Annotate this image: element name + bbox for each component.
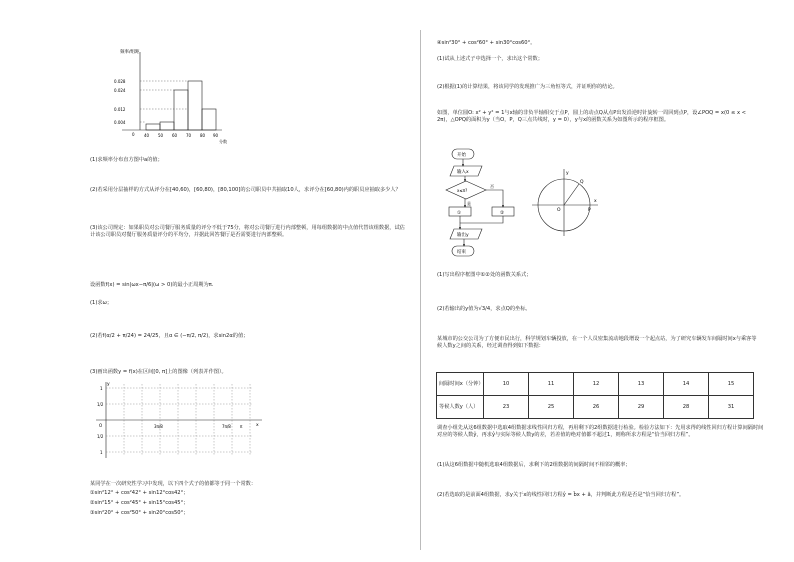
ytick: 0.028: [114, 79, 126, 84]
question-4-intro: 如图，单位圆O: x² + y² = 1与x轴的非负半轴相交于点P，圆上的动点Q从点P出发沿逆时针旋转一周回到点P，设∠POQ = x(0 ≤ x < 2π)，△OPQ的面积为y（当O，P，Q三点共线时，y = 0），y与x的函数关系为如图所示的程序框图。: [437, 110, 747, 124]
grid-xtick: π: [240, 424, 243, 429]
question-3-1: (1)试从上述式子中选择一个，求出这个常数；: [437, 56, 543, 62]
question-3-2: (2)根据(1)的计算结果，将该同学的发现推广为三角恒等式，并证明你的结论。: [437, 84, 618, 90]
flow-yes: 是: [467, 201, 471, 206]
grid-ytick: 1/2: [97, 402, 104, 407]
table-cell: 31: [709, 396, 754, 419]
question-2-3: (3)画出函数y = f(x)在区间[0, π]上的图像（列表并作图）。: [90, 369, 227, 375]
grid-xlabel: x: [256, 423, 259, 428]
ytick: 0.004: [114, 120, 126, 125]
table-cell: 29: [619, 396, 664, 419]
question-3-eq2: ②sin²15° + cos²45° + sin15°cos45°；: [90, 500, 189, 506]
table-cell: 25: [529, 396, 574, 419]
ytick: 0.012: [114, 107, 126, 112]
flow-end: 结束: [457, 250, 466, 255]
question-3-eq1: ①sin²12° + cos²42° + sin12°cos42°；: [90, 490, 189, 496]
graph-grid: [92, 378, 267, 462]
grid-ytick: 1/2: [97, 434, 104, 439]
grid-ytick: 1: [100, 450, 103, 455]
question-4-2: (2)若输出的y值为√3/4，求点Q的坐标。: [437, 306, 531, 312]
table-cell: 11: [529, 373, 574, 396]
hist-xlabel: 分数: [219, 139, 227, 144]
flowchart: [440, 146, 530, 262]
question-5-2: (2)若选取的是前面4组数据，求y关于x的线性回归方程ŷ = b̂x + â，并判断此方程是否是“恰当回归方程”。: [437, 492, 685, 498]
hist-ylabel: 频率/组距: [120, 50, 140, 55]
table-row: [437, 396, 754, 419]
flow-input: 输入x: [457, 170, 469, 175]
grid-ytick: 1: [100, 386, 103, 391]
table-cell: 13: [619, 373, 664, 396]
table-row: [437, 373, 754, 396]
table-cell: 28: [664, 396, 709, 419]
circle-q-label: Q: [580, 180, 584, 185]
grid-origin: O: [99, 423, 103, 428]
circle-p-label: P: [588, 208, 591, 213]
flow-box1: ①: [457, 211, 462, 216]
flow-start: 开始: [457, 153, 466, 158]
grid-xtick: 7π/8: [222, 424, 231, 429]
xtick: 40: [144, 133, 150, 138]
question-3-eq3: ③sin²20° + cos²50° + sin20°cos50°；: [90, 510, 189, 516]
xtick: 90: [213, 133, 219, 138]
question-1-1: (1)求频率分布直方图中a的值；: [90, 157, 163, 163]
question-4-1: (1)写出程序框图中①②处的函数关系式；: [437, 272, 532, 278]
question-3-eq4: ④sin²30° + cos²60° + sin30°cos60°。: [437, 40, 536, 46]
question-2-1: (1)求ω；: [90, 300, 113, 306]
unit-circle-figure: [528, 166, 600, 240]
grid-ylabel: y: [107, 382, 110, 387]
ytick: 0.024: [114, 88, 126, 93]
question-5-description: 调查小组先从这6组数据中选取4组数据求线性回归方程，再用剩下的2组数据进行检验。检验方法如下：先用求得的线性回归方程计算间隔时间对应的等候人数ŷ，再求ŷ与实际等候人数y的差，若差值的绝对值都不超过1，则称所求方程是“恰当回归方程”。: [437, 425, 764, 439]
circle-y-label: y: [566, 171, 569, 176]
question-5-1: (1)从这6组数据中随机选取4组数据后，求剩下的2组数据的间隔时间不相邻的概率；: [437, 462, 631, 468]
xtick: 70: [186, 133, 192, 138]
frequency-histogram: [110, 44, 230, 148]
circle-o-label: O: [557, 208, 561, 213]
xtick: 50: [158, 133, 164, 138]
table-header-y: 等候人数y（人）: [437, 396, 484, 419]
table-cell: 14: [664, 373, 709, 396]
question-2-2: (2)若f(α/2 + π/24) = 24/25，且α ∈ (−π/2, π/2)，求sin2α的值；: [90, 333, 249, 339]
table-cell: 23: [484, 396, 529, 419]
question-5-intro: 某城市的公交公司为了方便市民出行，科学规划车辆投放，在一个人员密集流动地段增设一个起点站，为了研究车辆发车间隔时间x与乘客等候人数y之间的关系，经过调查得到如下数据：: [437, 336, 757, 350]
flow-output: 输出y: [457, 233, 469, 238]
question-2-intro: 设函数f(x) = sin|ωx−π/6|(ω > 0)的最小正周期为π.: [90, 282, 214, 288]
xtick: 60: [172, 133, 178, 138]
question-3-intro: 某同学在一次研究性学习中发现，以下四个式子的值都等于同一个常数：: [90, 481, 257, 487]
flow-no: 否: [490, 184, 494, 189]
table-cell: 10: [484, 373, 529, 396]
circle-x-label: x: [594, 199, 597, 204]
table-cell: 26: [574, 396, 619, 419]
flow-box2: ②: [500, 211, 505, 216]
question-1-2: (2)若采用分层抽样的方式从评分在[40,60)，[60,80)，[80,100]的公司职员中共抽取10人，求评分在[60,80)内的职员应抽取多少人？: [90, 187, 401, 193]
question-1-3: (3)该公司规定：如果职员对公司餐厅服务质量的评分不低于75分，将对公司餐厅进行内部整顿，用每组数据的中点值代替该组数据，试估计该公司职员对餐厅服务质量评分的平均分，并据此回答餐厅是否需要进行内部整顿。: [90, 225, 405, 239]
grid-xtick: 3π/8: [154, 424, 163, 429]
data-table: [436, 372, 754, 419]
table-cell: 15: [709, 373, 754, 396]
flow-condition: x≤π?: [457, 188, 468, 193]
ytick: 0: [132, 132, 135, 137]
xtick: 80: [200, 133, 206, 138]
table-header-x: 间隔时间x（分钟）: [437, 373, 484, 396]
table-cell: 12: [574, 373, 619, 396]
column-divider: [420, 30, 421, 550]
